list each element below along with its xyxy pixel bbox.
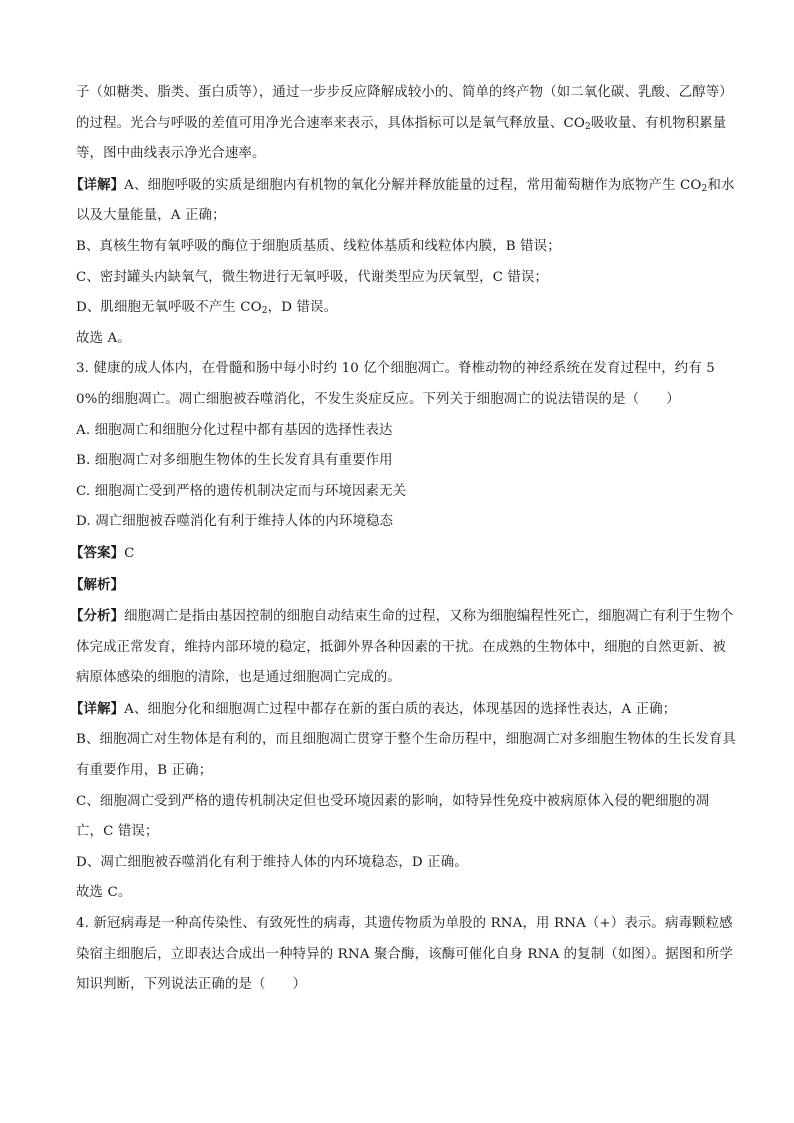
answer-value: C xyxy=(124,545,135,561)
q3-detail-c: C、细胞凋亡受到严格的遗传机制决定但也受环境因素的影响，如特异性免疫中被病原体入侵的靶细胞的凋亡，C 错误； xyxy=(76,793,710,840)
fenxi-text: 细胞凋亡是指由基因控制的细胞自动结束生命的过程，又称为细胞编程性死亡，细胞凋亡有利于生物个体完成正常发育，维持内部环境的稳定，抵御外界各种因素的干扰。在成熟的生物体中，细胞的自然更新、被病原体感染的细胞的清除，也是通过细胞凋亡完成的。 xyxy=(76,609,734,686)
q2-detail-a-subscript: 2 xyxy=(701,183,708,194)
detail-label: 【详解】 xyxy=(70,176,125,193)
intro-subscript: 2 xyxy=(584,121,591,132)
q4-stem: 4. 新冠病毒是一种高传染性、有致死性的病毒，其遗传物质为单股的 RNA，用 RNA（+）表示。病毒颗粒感染宿主细胞后，立即表达合成出一种特异的 RNA 聚合酶，该酶可催化自身 RNA 的复制（如图）。据图和所学知识判断，下列说法正确的是（ ） xyxy=(76,916,734,993)
q2-detail-a xyxy=(70,170,736,232)
q2-detail-a-text-2: 和水以及大量能量，A 正确； xyxy=(76,177,735,224)
intro-text-2: 吸收量、有机物积累量等，图中曲线表示净光合速率。 xyxy=(76,115,727,162)
q3-choice: 故选 C。 xyxy=(76,885,132,901)
intro-text-1: 子（如糖类、脂类、蛋白质等），通过一步步反应降解成较小的、简单的终产物（如二氧化碳、乳酸、乙醇等）的过程。光合与呼吸的差值可用净光合速率来表示，具体指标可以是氧气释放量、CO xyxy=(76,85,733,131)
q3-detail-d: D、凋亡细胞被吞噬消化有利于维持人体的内环境稳态，D 正确。 xyxy=(76,854,468,870)
detail-label: 【详解】 xyxy=(70,700,125,717)
q3-detail-a-text: A、细胞分化和细胞凋亡过程中都存在新的蛋白质的表达，体现基因的选择性表达，A 正确； xyxy=(124,701,677,717)
analysis-label: 【解析】 xyxy=(70,576,125,593)
q3-option-b: B. 细胞凋亡对多细胞生物体的生长发育具有重要作用 xyxy=(76,453,393,469)
q3-fenxi xyxy=(70,601,736,694)
q3-analysis-heading xyxy=(70,570,736,602)
q3-detail-b: B、细胞凋亡对生物体是有利的，而且细胞凋亡贯穿于整个生命历程中，细胞凋亡对多细胞生物体的生长发育具有重要作用，B 正确； xyxy=(76,732,736,779)
answer-label: 【答案】 xyxy=(70,544,125,561)
q2-detail-d-subscript: 2 xyxy=(261,306,268,317)
q3-option-c: C. 细胞凋亡受到严格的遗传机制决定而与环境因素无关 xyxy=(76,483,407,499)
q3-option-d: D. 凋亡细胞被吞噬消化有利于维持人体的内环境稳态 xyxy=(76,514,394,530)
q3-option-a: A. 细胞凋亡和细胞分化过程中都有基因的选择性表达 xyxy=(76,422,393,438)
q2-detail-a-text-1: A、细胞呼吸的实质是细胞内有机物的氧化分解并释放能量的过程，常用葡萄糖作为底物产生 CO xyxy=(124,177,702,193)
intro-paragraph xyxy=(76,78,736,170)
document-body xyxy=(70,78,736,1001)
q3-answer xyxy=(70,538,736,570)
q2-detail-b: B、真核生物有氧呼吸的酶位于细胞质基质、线粒体基质和线粒体内膜，B 错误； xyxy=(76,238,561,254)
q3-stem: 3. 健康的成人体内，在骨髓和肠中每小时约 10 亿个细胞凋亡。脊椎动物的神经系统在发育过程中，约有 50%的细胞凋亡。凋亡细胞被吞噬消化，不发生炎症反应。下列关于细胞凋亡的说法错误的是（ ） xyxy=(76,361,715,407)
q2-detail-d-text-2: ，D 错误。 xyxy=(267,300,338,316)
q3-detail-a xyxy=(70,694,736,726)
q2-detail-d xyxy=(76,293,736,324)
fenxi-label: 【分析】 xyxy=(70,608,125,625)
q2-choice: 故选 A。 xyxy=(76,330,131,346)
q2-detail-d-text-1: D、肌细胞无氧呼吸不产生 CO xyxy=(76,300,262,316)
q2-detail-c: C、密封罐头内缺氧气，微生物进行无氧呼吸，代谢类型应为厌氧型，C 错误； xyxy=(76,269,549,285)
